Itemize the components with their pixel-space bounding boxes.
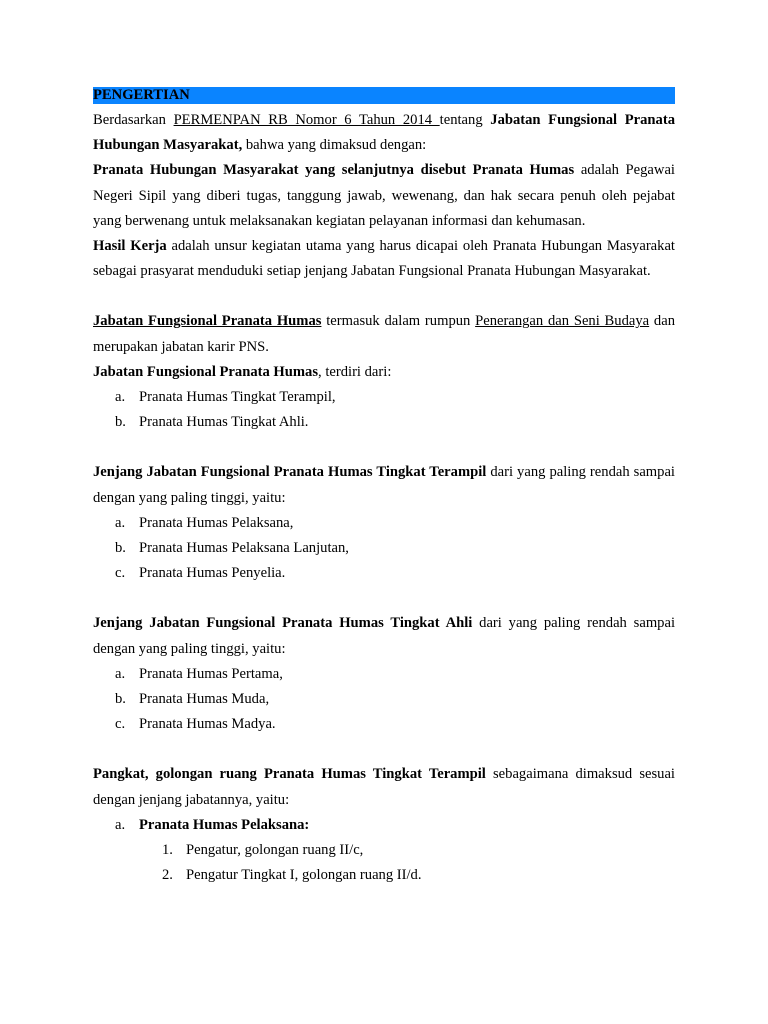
terdiri-paragraph: Jabatan Fungsional Pranata Humas, terdiri dari: xyxy=(93,363,392,380)
section-heading: PENGERTIAN xyxy=(93,87,675,104)
definition-pranata-humas: Pranata Hubungan Masyarakat yang selanjutnya disebut Pranata Humas adalah Pegawai Negeri Sipil yang diberi tugas, tanggung jawab, wewenang, dan hak secara penuh oleh pejabat yang berwenang untuk melaksanakan kegiatan pelayanan informasi dan kehumasan. xyxy=(93,162,675,229)
terampil-paragraph: Jenjang Jabatan Fungsional Pranata Humas Tingkat Terampil dari yang paling rendah sampai dengan yang paling tinggi, yaitu: xyxy=(93,464,675,506)
ahli-list xyxy=(93,662,675,738)
list-item: 2. Pengatur Tingkat I, golongan ruang II/d. xyxy=(162,867,422,884)
pangkat-sublist xyxy=(93,838,675,888)
list-item: c. Pranata Humas Penyelia. xyxy=(115,565,286,582)
list-item: a. Pranata Humas Pelaksana: xyxy=(115,816,310,833)
list-item: b. Pranata Humas Pelaksana Lanjutan, xyxy=(115,540,349,557)
list-item: a. Pranata Humas Pelaksana, xyxy=(115,514,294,531)
ahli-paragraph: Jenjang Jabatan Fungsional Pranata Humas Tingkat Ahli dari yang paling rendah sampai dengan yang paling tinggi, yaitu: xyxy=(93,615,675,657)
list-item: a. Pranata Humas Pertama, xyxy=(115,665,283,682)
list-item: c. Pranata Humas Madya. xyxy=(115,716,276,733)
list-item: b. Pranata Humas Tingkat Ahli. xyxy=(115,414,309,431)
rumpun-link[interactable]: Penerangan dan Seni Budaya xyxy=(475,313,650,330)
intro-paragraph: Berdasarkan PERMENPAN RB Nomor 6 Tahun 2014 tentang Jabatan Fungsional Pranata Hubungan Masyarakat, bahwa yang dimaksud dengan: xyxy=(93,112,675,154)
list-item: 1. Pengatur, golongan ruang II/c, xyxy=(162,842,364,859)
terampil-list xyxy=(93,511,675,587)
list-item: b. Pranata Humas Muda, xyxy=(115,691,270,708)
terdiri-list xyxy=(93,385,675,435)
definition-hasil-kerja: Hasil Kerja adalah unsur kegiatan utama yang harus dicapai oleh Pranata Hubungan Masyarakat sebagai prasyarat menduduki setiap jenjang Jabatan Fungsional Pranata Hubungan Masyarakat. xyxy=(93,238,675,280)
document-page xyxy=(93,87,675,888)
regulation-link[interactable]: PERMENPAN RB Nomor 6 Tahun 2014 xyxy=(173,112,440,128)
pangkat-paragraph: Pangkat, golongan ruang Pranata Humas Tingkat Terampil sebagaimana dimaksud sesuai dengan jenjang jabatannya, yaitu: xyxy=(93,766,675,808)
rumpun-paragraph: Jabatan Fungsional Pranata Humas termasuk dalam rumpun Penerangan dan Seni Budaya dan merupakan jabatan karir PNS. xyxy=(93,313,675,355)
list-item: a. Pranata Humas Tingkat Terampil, xyxy=(115,389,336,406)
pangkat-list xyxy=(93,813,675,838)
